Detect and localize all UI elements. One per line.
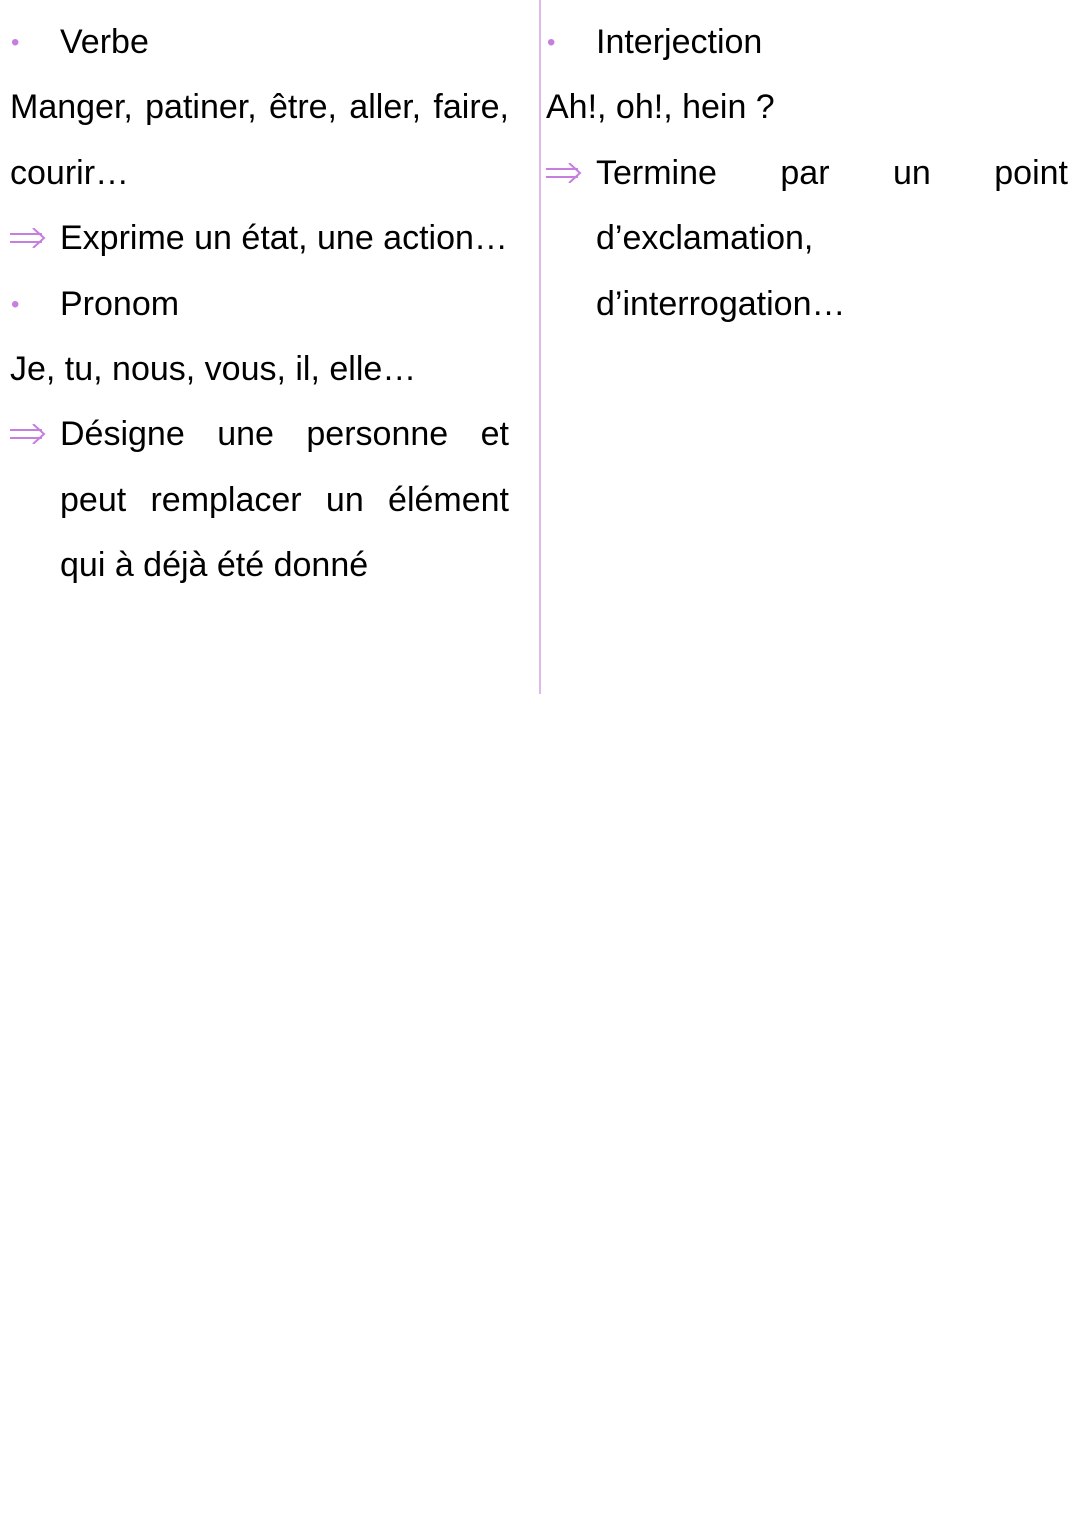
examples-interjection: Ah!, oh!, hein ? (546, 88, 775, 127)
heading-interjection-text: Interjection (596, 23, 763, 61)
definition-verbe (10, 206, 509, 271)
left-column (10, 10, 509, 599)
definition-interjection (546, 141, 1068, 337)
examples-verbe: Manger, patiner, être, aller, faire, courir… (10, 88, 509, 192)
double-right-arrow-icon (10, 402, 50, 467)
heading-verbe-text: Verbe (60, 23, 149, 61)
definition-interjection-text: Termine par un point d’exclamation, d’interrogation… (596, 153, 1068, 323)
right-column (546, 10, 1068, 337)
double-right-arrow-icon (546, 141, 586, 206)
definition-pronom (10, 402, 509, 598)
bullet-dot-icon: • (547, 29, 556, 56)
heading-verbe (10, 10, 509, 75)
heading-pronom-text: Pronom (60, 284, 180, 323)
double-right-arrow-icon (10, 206, 50, 271)
column-divider (539, 0, 541, 694)
definition-verbe-text: Exprime un état, une action… (60, 219, 508, 258)
heading-interjection (546, 10, 1068, 75)
heading-pronom (10, 272, 509, 337)
definition-pronom-text: Désigne une personne et peut remplacer un élément qui à déjà été donné (60, 415, 509, 585)
bullet-dot-icon: • (11, 290, 20, 318)
examples-pronom: Je, tu, nous, vous, il, elle… (10, 350, 417, 389)
bullet-dot-icon: • (11, 29, 20, 56)
